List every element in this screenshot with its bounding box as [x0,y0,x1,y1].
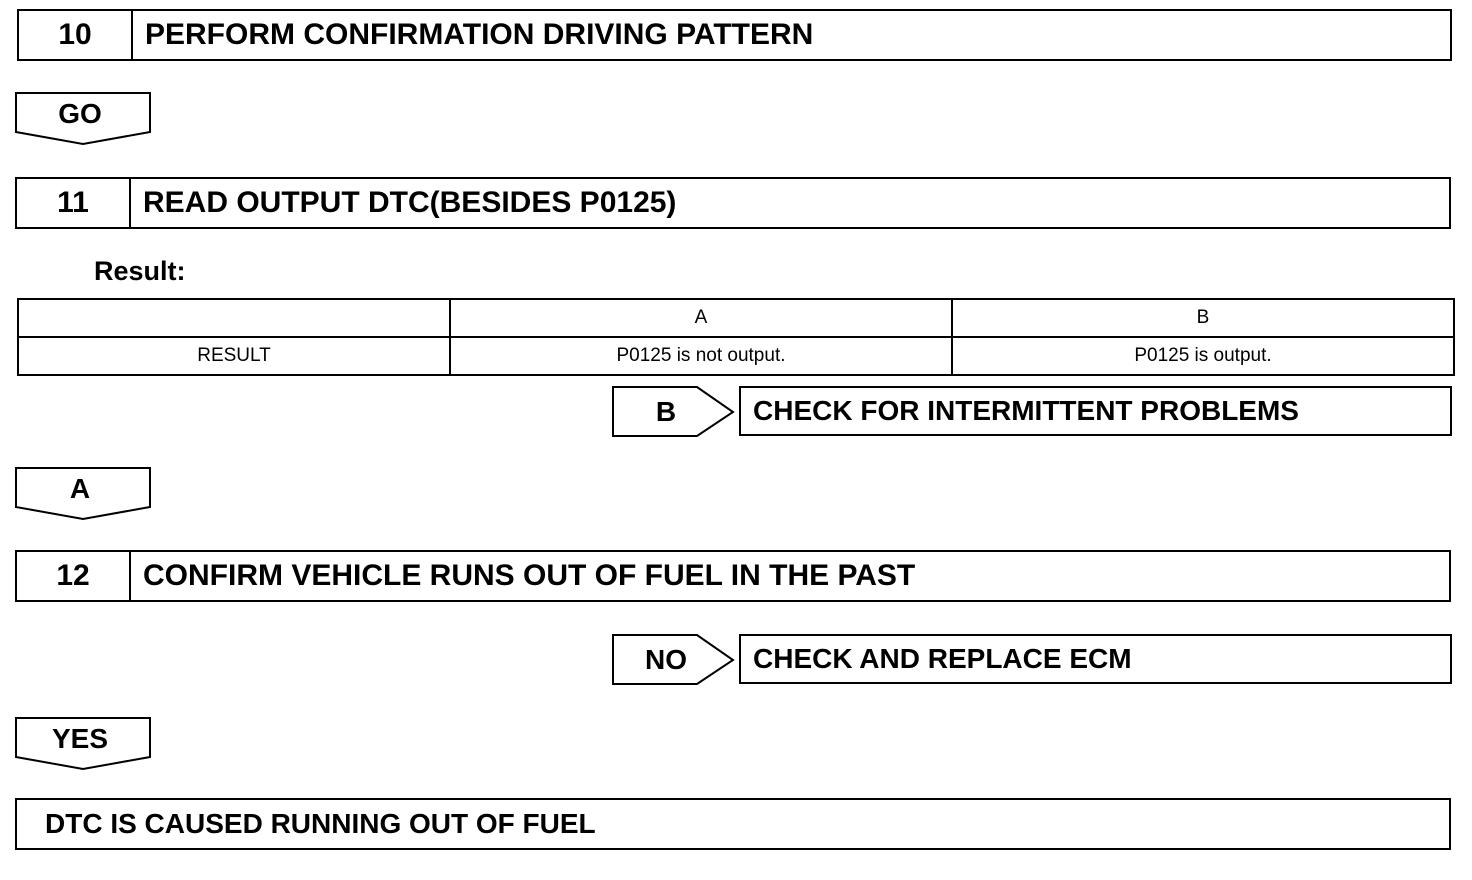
a-label: A [69,473,91,504]
table-cell: P0125 is output. [952,337,1454,375]
final-outcome-box: DTC IS CAUSED RUNNING OUT OF FUEL [15,798,1451,850]
table-row [18,337,1454,375]
table-cell: RESULT [18,337,450,375]
step-10-box [17,9,1452,61]
no-tag [612,634,736,686]
a-tag [15,467,153,521]
check-replace-ecm-box: CHECK AND REPLACE ECM [739,634,1452,684]
go-tag [15,92,153,146]
table-header-row [18,299,1454,337]
yes-label: YES [51,723,109,754]
table-cell: B [952,299,1454,337]
step-title: READ OUTPUT DTC(BESIDES P0125) [143,186,677,219]
step-12-box [15,550,1451,602]
no-label: NO [645,644,687,675]
result-table [17,298,1455,376]
step-11-box [15,177,1451,229]
check-intermittent-box: CHECK FOR INTERMITTENT PROBLEMS [739,386,1452,436]
b-label: B [655,396,677,427]
step-title: PERFORM CONFIRMATION DRIVING PATTERN [145,18,814,51]
go-label: GO [58,98,102,129]
result-label: Result: [94,256,186,286]
step-title: CONFIRM VEHICLE RUNS OUT OF FUEL IN THE PAST [143,559,916,592]
step-number: 10 [19,11,133,59]
table-cell [18,299,450,337]
table-cell: P0125 is not output. [450,337,952,375]
step-number: 11 [17,179,131,227]
b-tag [612,386,736,438]
table-cell: A [450,299,952,337]
step-number: 12 [17,552,131,600]
yes-tag [15,717,153,771]
